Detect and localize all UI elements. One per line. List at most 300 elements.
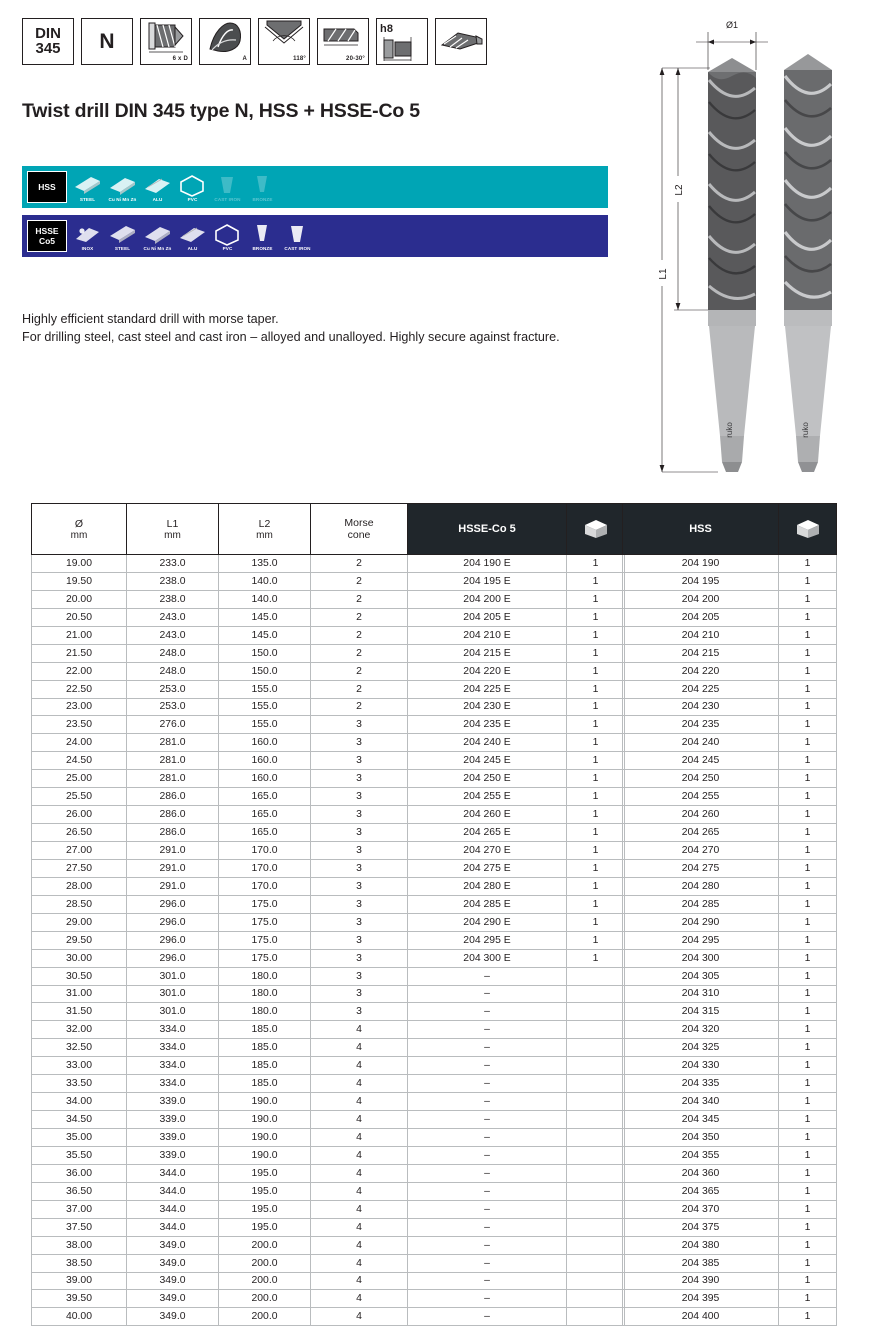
table-row[interactable] <box>623 734 837 752</box>
cell-morse-cone: 3 <box>311 931 408 949</box>
cell-l1: 253.0 <box>127 698 219 716</box>
cell-article-number: 204 350 <box>623 1129 779 1147</box>
cell-article-number: – <box>408 1129 567 1147</box>
cell-l2: 165.0 <box>219 824 311 842</box>
cell-article-number: 204 265 <box>623 824 779 842</box>
cell-article-number: 204 250 E <box>408 770 567 788</box>
cell-l2: 180.0 <box>219 1003 311 1021</box>
table-row[interactable] <box>623 572 837 590</box>
cell-morse-cone: 2 <box>311 626 408 644</box>
table-row[interactable] <box>32 1057 625 1075</box>
cell-l1: 296.0 <box>127 913 219 931</box>
header-diameter-unit: mm <box>70 529 88 541</box>
page-title: Twist drill DIN 345 type N, HSS + HSSE-Co 5 <box>22 100 420 122</box>
cell-article-number: – <box>408 1254 567 1272</box>
cell-l2: 145.0 <box>219 608 311 626</box>
cell-packaging-qty <box>567 967 625 985</box>
cell-l2: 155.0 <box>219 698 311 716</box>
cell-l2: 185.0 <box>219 1057 311 1075</box>
cell-article-number: 204 280 <box>623 877 779 895</box>
cell-article-number: 204 300 E <box>408 949 567 967</box>
table-row[interactable] <box>32 1164 625 1182</box>
cell-l1: 286.0 <box>127 824 219 842</box>
table-row[interactable] <box>32 842 625 860</box>
material-cunimnzn-icon <box>141 220 174 252</box>
cell-l1: 296.0 <box>127 949 219 967</box>
cell-l1: 253.0 <box>127 680 219 698</box>
table-row[interactable] <box>32 644 625 662</box>
table-row[interactable] <box>623 1075 837 1093</box>
table-row[interactable] <box>623 877 837 895</box>
table-row[interactable] <box>623 1272 837 1290</box>
header-article-hss: HSS <box>623 504 779 555</box>
table-row[interactable] <box>32 1200 625 1218</box>
cell-morse-cone: 2 <box>311 555 408 573</box>
cell-article-number: 204 255 E <box>408 788 567 806</box>
cell-article-number: 204 250 <box>623 770 779 788</box>
table-row[interactable] <box>623 1290 837 1308</box>
cell-diameter: 24.00 <box>32 734 127 752</box>
svg-text:L1: L1 <box>658 268 669 280</box>
cell-morse-cone: 3 <box>311 824 408 842</box>
tolerance-h8-icon <box>376 18 428 65</box>
cell-packaging-qty: 1 <box>567 877 625 895</box>
table-row[interactable] <box>623 949 837 967</box>
cell-l1: 334.0 <box>127 1075 219 1093</box>
cell-morse-cone: 2 <box>311 572 408 590</box>
table-row[interactable] <box>623 1003 837 1021</box>
cell-article-number: – <box>408 1182 567 1200</box>
cell-l1: 276.0 <box>127 716 219 734</box>
table-row[interactable] <box>32 1129 625 1147</box>
table-row[interactable] <box>623 824 837 842</box>
cell-article-number: 204 260 <box>623 806 779 824</box>
cell-packaging-qty: 1 <box>567 859 625 877</box>
cell-packaging-qty <box>567 1164 625 1182</box>
table-row[interactable] <box>32 1003 625 1021</box>
cell-diameter: 34.50 <box>32 1111 127 1129</box>
material-steel-icon <box>106 220 139 252</box>
cell-morse-cone: 2 <box>311 608 408 626</box>
table-row[interactable] <box>32 608 625 626</box>
table-row[interactable] <box>623 1164 837 1182</box>
material-cast-iron-icon <box>211 171 244 203</box>
cell-l2: 175.0 <box>219 931 311 949</box>
cell-morse-cone: 4 <box>311 1039 408 1057</box>
header-l2 <box>219 504 311 555</box>
cell-article-number: 204 330 <box>623 1057 779 1075</box>
table-row[interactable] <box>32 1272 625 1290</box>
cell-diameter: 37.50 <box>32 1218 127 1236</box>
table-row[interactable] <box>623 967 837 985</box>
cell-article-number: – <box>408 1236 567 1254</box>
table-row[interactable] <box>32 967 625 985</box>
hsse-tag-line1: HSSE <box>35 226 59 236</box>
cell-packaging-qty: 1 <box>567 824 625 842</box>
material-alu-icon <box>176 220 209 252</box>
table-row[interactable] <box>32 752 625 770</box>
cell-article-number: 204 280 E <box>408 877 567 895</box>
material-label: PVC <box>187 197 198 202</box>
cell-packaging-qty: 1 <box>779 626 837 644</box>
cell-packaging-qty: 1 <box>779 1075 837 1093</box>
cell-l1: 344.0 <box>127 1182 219 1200</box>
table-row[interactable] <box>623 1308 837 1326</box>
cell-l1: 349.0 <box>127 1290 219 1308</box>
table-row[interactable] <box>623 806 837 824</box>
material-label: Cu Ni Mn Zn <box>108 197 137 202</box>
cell-packaging-qty: 1 <box>779 608 837 626</box>
svg-text:ruko: ruko <box>801 422 810 438</box>
table-row[interactable] <box>623 662 837 680</box>
cell-morse-cone: 4 <box>311 1254 408 1272</box>
cell-l1: 248.0 <box>127 662 219 680</box>
table-row[interactable] <box>32 572 625 590</box>
table-row[interactable] <box>623 895 837 913</box>
material-cast-iron-icon <box>281 220 314 252</box>
cell-packaging-qty: 1 <box>779 662 837 680</box>
cell-morse-cone: 2 <box>311 590 408 608</box>
header-l1-label: L1 <box>166 517 179 530</box>
cell-morse-cone: 2 <box>311 680 408 698</box>
cell-packaging-qty <box>567 1308 625 1326</box>
material-label: ALU <box>152 197 163 202</box>
table-row[interactable] <box>32 824 625 842</box>
table-row[interactable] <box>32 806 625 824</box>
table-row[interactable] <box>32 859 625 877</box>
header-packaging-icon <box>779 504 837 555</box>
table-row[interactable] <box>623 1218 837 1236</box>
description-line-1: Highly efficient standard drill with morse taper. <box>22 312 279 326</box>
cell-packaging-qty: 1 <box>779 555 837 573</box>
cell-diameter: 19.00 <box>32 555 127 573</box>
cell-article-number: 204 290 E <box>408 913 567 931</box>
cell-l1: 339.0 <box>127 1111 219 1129</box>
cell-packaging-qty: 1 <box>779 698 837 716</box>
table-row[interactable] <box>32 877 625 895</box>
cell-l2: 155.0 <box>219 680 311 698</box>
cell-article-number: 204 220 E <box>408 662 567 680</box>
cell-article-number: 204 400 <box>623 1308 779 1326</box>
table-row[interactable] <box>623 788 837 806</box>
cell-morse-cone: 4 <box>311 1111 408 1129</box>
cell-packaging-qty: 1 <box>779 572 837 590</box>
header-packaging-icon <box>567 504 625 555</box>
table-row[interactable] <box>623 1129 837 1147</box>
table-row[interactable] <box>32 1111 625 1129</box>
table-row[interactable] <box>32 788 625 806</box>
cell-packaging-qty <box>567 1218 625 1236</box>
table-row[interactable] <box>32 949 625 967</box>
cell-morse-cone: 3 <box>311 985 408 1003</box>
cell-morse-cone: 4 <box>311 1308 408 1326</box>
cell-packaging-qty: 1 <box>567 734 625 752</box>
table-row[interactable] <box>623 1146 837 1164</box>
cell-article-number: 204 360 <box>623 1164 779 1182</box>
cell-article-number: 204 255 <box>623 788 779 806</box>
table-row[interactable] <box>623 1039 837 1057</box>
table-row[interactable] <box>623 1182 837 1200</box>
cell-l1: 349.0 <box>127 1254 219 1272</box>
table-row[interactable] <box>32 931 625 949</box>
cell-morse-cone: 2 <box>311 644 408 662</box>
cell-diameter: 38.50 <box>32 1254 127 1272</box>
cell-packaging-qty: 1 <box>779 788 837 806</box>
hsse-co5-material-bar <box>22 215 608 257</box>
cell-article-number: 204 340 <box>623 1093 779 1111</box>
cell-l1: 243.0 <box>127 626 219 644</box>
material-inox-icon <box>71 220 104 252</box>
cell-packaging-qty <box>567 1021 625 1039</box>
hsse-tag-line2: Co5 <box>38 236 56 246</box>
table-row[interactable] <box>623 1057 837 1075</box>
table-row[interactable] <box>32 590 625 608</box>
helix-angle-icon <box>317 18 369 65</box>
cell-morse-cone: 4 <box>311 1075 408 1093</box>
cell-packaging-qty: 1 <box>779 1308 837 1326</box>
cell-l2: 165.0 <box>219 806 311 824</box>
cell-packaging-qty <box>567 1182 625 1200</box>
table-row[interactable] <box>32 895 625 913</box>
cell-l2: 180.0 <box>219 967 311 985</box>
cell-l2: 190.0 <box>219 1111 311 1129</box>
cell-packaging-qty: 1 <box>779 913 837 931</box>
cell-packaging-qty: 1 <box>567 913 625 931</box>
cell-l2: 135.0 <box>219 555 311 573</box>
cell-packaging-qty: 1 <box>779 1093 837 1111</box>
table-row[interactable] <box>32 1093 625 1111</box>
cell-l2: 200.0 <box>219 1290 311 1308</box>
cell-l1: 301.0 <box>127 1003 219 1021</box>
cell-article-number: 204 270 E <box>408 842 567 860</box>
cell-morse-cone: 3 <box>311 806 408 824</box>
flute-length-icon <box>140 18 192 65</box>
cell-article-number: 204 295 E <box>408 931 567 949</box>
cell-morse-cone: 2 <box>311 698 408 716</box>
cell-l1: 301.0 <box>127 967 219 985</box>
cell-l1: 286.0 <box>127 806 219 824</box>
table-row[interactable] <box>32 716 625 734</box>
hss-material-list <box>71 171 279 203</box>
angle-118-icon <box>258 18 310 65</box>
svg-text:ruko: ruko <box>725 422 734 438</box>
cell-article-number: – <box>408 1057 567 1075</box>
drill-technical-drawing <box>656 10 876 495</box>
cell-morse-cone: 3 <box>311 967 408 985</box>
cell-diameter: 20.00 <box>32 590 127 608</box>
cell-packaging-qty: 1 <box>567 590 625 608</box>
table-row[interactable] <box>32 1146 625 1164</box>
header-morse-line2: cone <box>347 529 371 541</box>
table-row[interactable] <box>623 842 837 860</box>
table-row[interactable] <box>32 1218 625 1236</box>
table-row[interactable] <box>623 680 837 698</box>
cell-packaging-qty: 1 <box>779 716 837 734</box>
table-row[interactable] <box>623 716 837 734</box>
cell-article-number: 204 285 E <box>408 895 567 913</box>
cell-diameter: 29.00 <box>32 913 127 931</box>
table-row[interactable] <box>32 1290 625 1308</box>
cell-article-number: 204 390 <box>623 1272 779 1290</box>
cell-article-number: 204 230 <box>623 698 779 716</box>
cell-article-number: – <box>408 1039 567 1057</box>
cell-morse-cone: 4 <box>311 1218 408 1236</box>
table-row[interactable] <box>32 770 625 788</box>
cell-article-number: 204 225 <box>623 680 779 698</box>
table-row[interactable] <box>32 698 625 716</box>
cell-packaging-qty <box>567 1075 625 1093</box>
table-row[interactable] <box>623 698 837 716</box>
cell-l1: 349.0 <box>127 1272 219 1290</box>
cell-article-number: 204 205 <box>623 608 779 626</box>
cell-packaging-qty: 1 <box>567 842 625 860</box>
cell-article-number: 204 275 E <box>408 859 567 877</box>
cell-diameter: 25.00 <box>32 770 127 788</box>
cell-diameter: 28.00 <box>32 877 127 895</box>
cell-l1: 344.0 <box>127 1164 219 1182</box>
table-row[interactable] <box>32 1254 625 1272</box>
cell-packaging-qty: 1 <box>779 859 837 877</box>
cell-article-number: – <box>408 1308 567 1326</box>
table-row[interactable] <box>623 590 837 608</box>
table-row[interactable] <box>623 626 837 644</box>
specification-table-hsse <box>31 503 625 1326</box>
cell-article-number: 204 285 <box>623 895 779 913</box>
cell-l2: 170.0 <box>219 877 311 895</box>
table-row[interactable] <box>623 770 837 788</box>
table-row[interactable] <box>623 1236 837 1254</box>
table-row[interactable] <box>623 1093 837 1111</box>
table-row[interactable] <box>623 985 837 1003</box>
cell-article-number: 204 235 <box>623 716 779 734</box>
cell-diameter: 32.00 <box>32 1021 127 1039</box>
cell-packaging-qty: 1 <box>779 824 837 842</box>
cell-article-number: – <box>408 1146 567 1164</box>
table-row[interactable] <box>32 626 625 644</box>
table-row[interactable] <box>32 1075 625 1093</box>
cell-packaging-qty: 1 <box>779 1003 837 1021</box>
din-345-icon: DIN 345 <box>22 18 74 65</box>
table-row[interactable] <box>32 1236 625 1254</box>
cell-l1: 296.0 <box>127 931 219 949</box>
table-row[interactable] <box>32 680 625 698</box>
cell-article-number: – <box>408 985 567 1003</box>
table-row[interactable] <box>623 555 837 573</box>
cell-l2: 150.0 <box>219 662 311 680</box>
cell-article-number: 204 315 <box>623 1003 779 1021</box>
table-row[interactable] <box>32 555 625 573</box>
header-diameter <box>32 504 127 555</box>
table-row[interactable] <box>623 931 837 949</box>
cell-article-number: 204 215 <box>623 644 779 662</box>
table-row[interactable] <box>32 1308 625 1326</box>
cell-l2: 190.0 <box>219 1093 311 1111</box>
cell-packaging-qty: 1 <box>567 608 625 626</box>
cell-morse-cone: 3 <box>311 913 408 931</box>
cell-morse-cone: 3 <box>311 770 408 788</box>
table-row[interactable] <box>623 1254 837 1272</box>
table-row[interactable] <box>32 1182 625 1200</box>
cell-packaging-qty <box>567 1290 625 1308</box>
header-l1-unit: mm <box>164 529 181 541</box>
cell-packaging-qty: 1 <box>779 1290 837 1308</box>
cell-l2: 160.0 <box>219 734 311 752</box>
material-steel-icon <box>71 171 104 203</box>
material-label: STEEL <box>114 246 131 251</box>
cell-diameter: 36.50 <box>32 1182 127 1200</box>
table-row[interactable] <box>623 859 837 877</box>
cell-packaging-qty: 1 <box>779 752 837 770</box>
table-row[interactable] <box>623 644 837 662</box>
table-row[interactable] <box>32 662 625 680</box>
cell-morse-cone: 4 <box>311 1236 408 1254</box>
cell-packaging-qty: 1 <box>779 1021 837 1039</box>
cell-l1: 281.0 <box>127 770 219 788</box>
table-row[interactable] <box>32 1039 625 1057</box>
table-row[interactable] <box>32 985 625 1003</box>
cell-article-number: – <box>408 1218 567 1236</box>
header-l2-unit: mm <box>256 529 273 541</box>
cell-article-number: 204 245 <box>623 752 779 770</box>
cell-article-number: 204 310 <box>623 985 779 1003</box>
table-row[interactable] <box>623 913 837 931</box>
cell-l1: 349.0 <box>127 1236 219 1254</box>
table-row[interactable] <box>623 1200 837 1218</box>
cell-l2: 150.0 <box>219 644 311 662</box>
cell-l2: 175.0 <box>219 949 311 967</box>
cell-article-number: 204 220 <box>623 662 779 680</box>
cell-l2: 170.0 <box>219 859 311 877</box>
table-row[interactable] <box>623 1021 837 1039</box>
table-row[interactable] <box>32 913 625 931</box>
cell-l2: 195.0 <box>219 1182 311 1200</box>
header-l1 <box>127 504 219 555</box>
table-row[interactable] <box>623 608 837 626</box>
cell-l2: 155.0 <box>219 716 311 734</box>
table-row[interactable] <box>623 752 837 770</box>
cell-diameter: 38.00 <box>32 1236 127 1254</box>
cell-l1: 339.0 <box>127 1129 219 1147</box>
material-pvc-icon <box>176 171 209 203</box>
cell-l1: 339.0 <box>127 1146 219 1164</box>
table-row[interactable] <box>32 734 625 752</box>
cell-article-number: – <box>408 1272 567 1290</box>
cell-packaging-qty <box>567 1236 625 1254</box>
material-label: Cu Ni Mn Zn <box>143 246 172 251</box>
cell-packaging-qty: 1 <box>779 949 837 967</box>
cell-packaging-qty <box>567 1111 625 1129</box>
cell-diameter: 29.50 <box>32 931 127 949</box>
cell-article-number: 204 200 <box>623 590 779 608</box>
cell-l2: 195.0 <box>219 1164 311 1182</box>
description-line-2: For drilling steel, cast steel and cast iron – alloyed and unalloyed. Highly secure against fracture. <box>22 329 560 344</box>
cell-diameter: 26.50 <box>32 824 127 842</box>
material-label: BRONZE <box>252 197 273 202</box>
table-row[interactable] <box>32 1021 625 1039</box>
cell-article-number: 204 245 E <box>408 752 567 770</box>
cell-packaging-qty <box>567 1146 625 1164</box>
cell-packaging-qty: 1 <box>779 1129 837 1147</box>
cell-packaging-qty: 1 <box>567 788 625 806</box>
cell-packaging-qty: 1 <box>779 1236 837 1254</box>
cell-morse-cone: 4 <box>311 1164 408 1182</box>
cell-diameter: 35.00 <box>32 1129 127 1147</box>
cell-morse-cone: 3 <box>311 842 408 860</box>
cell-diameter: 27.00 <box>32 842 127 860</box>
table-row[interactable] <box>623 1111 837 1129</box>
material-label: CAST IRON <box>284 246 311 251</box>
cell-diameter: 21.00 <box>32 626 127 644</box>
